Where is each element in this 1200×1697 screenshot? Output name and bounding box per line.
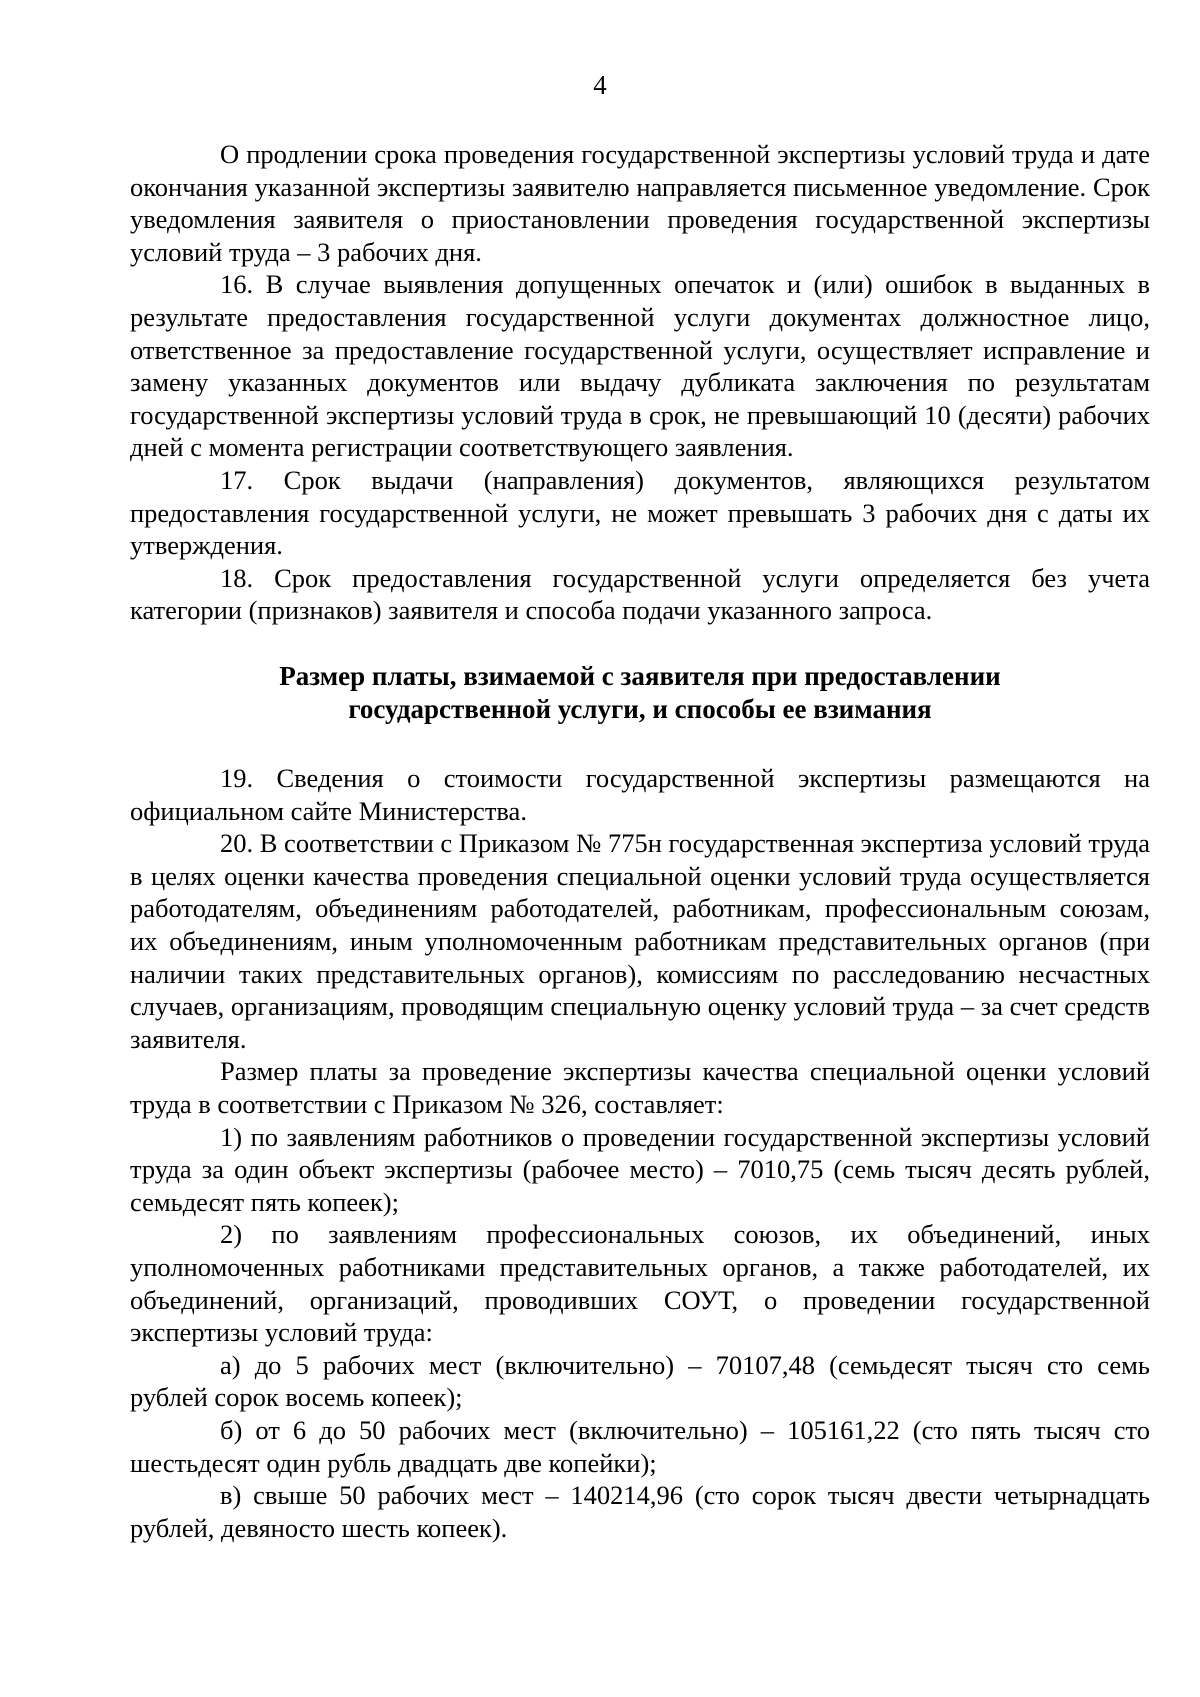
paragraph-fee-item-b: б) от 6 до 50 рабочих мест (включительно) – 105161,22 (сто пять тысяч сто шестьдесят один рубль двадцать две копейки); bbox=[130, 1414, 1150, 1478]
spacer bbox=[130, 627, 1150, 660]
paragraph-fee-item-c: в) свыше 50 рабочих мест – 140214,96 (сто сорок тысяч двести четырнадцать рублей, девяносто шесть копеек). bbox=[130, 1480, 1150, 1543]
spacer bbox=[130, 725, 1150, 762]
paragraph-17: 17. Срок выдачи (направления) документов, являющихся результатом предоставления государственной услуги, не может превышать 3 рабочих дня с даты их утверждения. bbox=[130, 464, 1150, 561]
section-heading-line-2: государственной услуги, и способы ее взимания bbox=[348, 693, 932, 724]
paragraph-fee-item-1: 1) по заявлениям работников о проведении государственной экспертизы условий труда за один объект экспертизы (рабочее место) – 7010,75 (семь тысяч десять рублей, семьдесят пять копеек); bbox=[130, 1121, 1150, 1217]
paragraph-20: 20. В соответствии с Приказом № 775н государственная экспертиза условий труда в целях оценки качества проведения специальной оценки условий труда осуществляется работодателям, объединениям работодателей, работникам, профессиональным союзам, их объединениям, иным уполномоченным работникам представительных органов (при наличии таких представительных органов), комиссиям по расследованию несчастных случаев, организациям, проводящим специальную оценку условий труда – за счет средств заявителя. bbox=[130, 828, 1150, 1054]
paragraph-16: 16. В случае выявления допущенных опечаток и (или) ошибок в выданных в результате предоставления государственной услуги документах должностное лицо, ответственное за предоставление государственной услуги, осуществляет исправление и замену указанных документов или выдачу дубликата заключения по результатам государственной экспертизы условий труда в срок, не превышающий 10 (десяти) рабочих дней с момента регистрации соответствующего заявления. bbox=[130, 269, 1150, 463]
paragraph-extension-notice: О продлении срока проведения государственной экспертизы условий труда и дате окончания указанной экспертизы заявителю направляется письменное уведомление. Срок уведомления заявителя о приостановлении проведения государственной экспертизы условий труда – 3 рабочих дня. bbox=[130, 139, 1150, 267]
page-number: 4 bbox=[593, 70, 607, 100]
section-heading bbox=[130, 660, 1150, 725]
section-heading-line-1: Размер платы, взимаемой с заявителя при предоставлении bbox=[279, 660, 1001, 691]
paragraph-fee-item-a: а) до 5 рабочих мест (включительно) – 70107,48 (семьдесят тысяч сто семь рублей сорок восемь копеек); bbox=[130, 1349, 1150, 1413]
paragraph-fee-intro: Размер платы за проведение экспертизы качества специальной оценки условий труда в соответствии с Приказом № 326, составляет: bbox=[130, 1056, 1150, 1120]
document-body bbox=[130, 138, 1150, 1544]
paragraph-fee-item-2: 2) по заявлениям профессиональных союзов, их объединений, иных уполномоченных работниками представительных органов, а также работодателей, их объединений, организаций, проводивших СОУТ, о проведении государственной экспертизы условий труда: bbox=[130, 1219, 1150, 1348]
paragraph-18: 18. Срок предоставления государственной услуги определяется без учета категории (признаков) заявителя и способа подачи указанного запроса. bbox=[130, 562, 1150, 626]
paragraph-19: 19. Сведения о стоимости государственной экспертизы размещаются на официальном сайте Министерства. bbox=[130, 763, 1150, 826]
